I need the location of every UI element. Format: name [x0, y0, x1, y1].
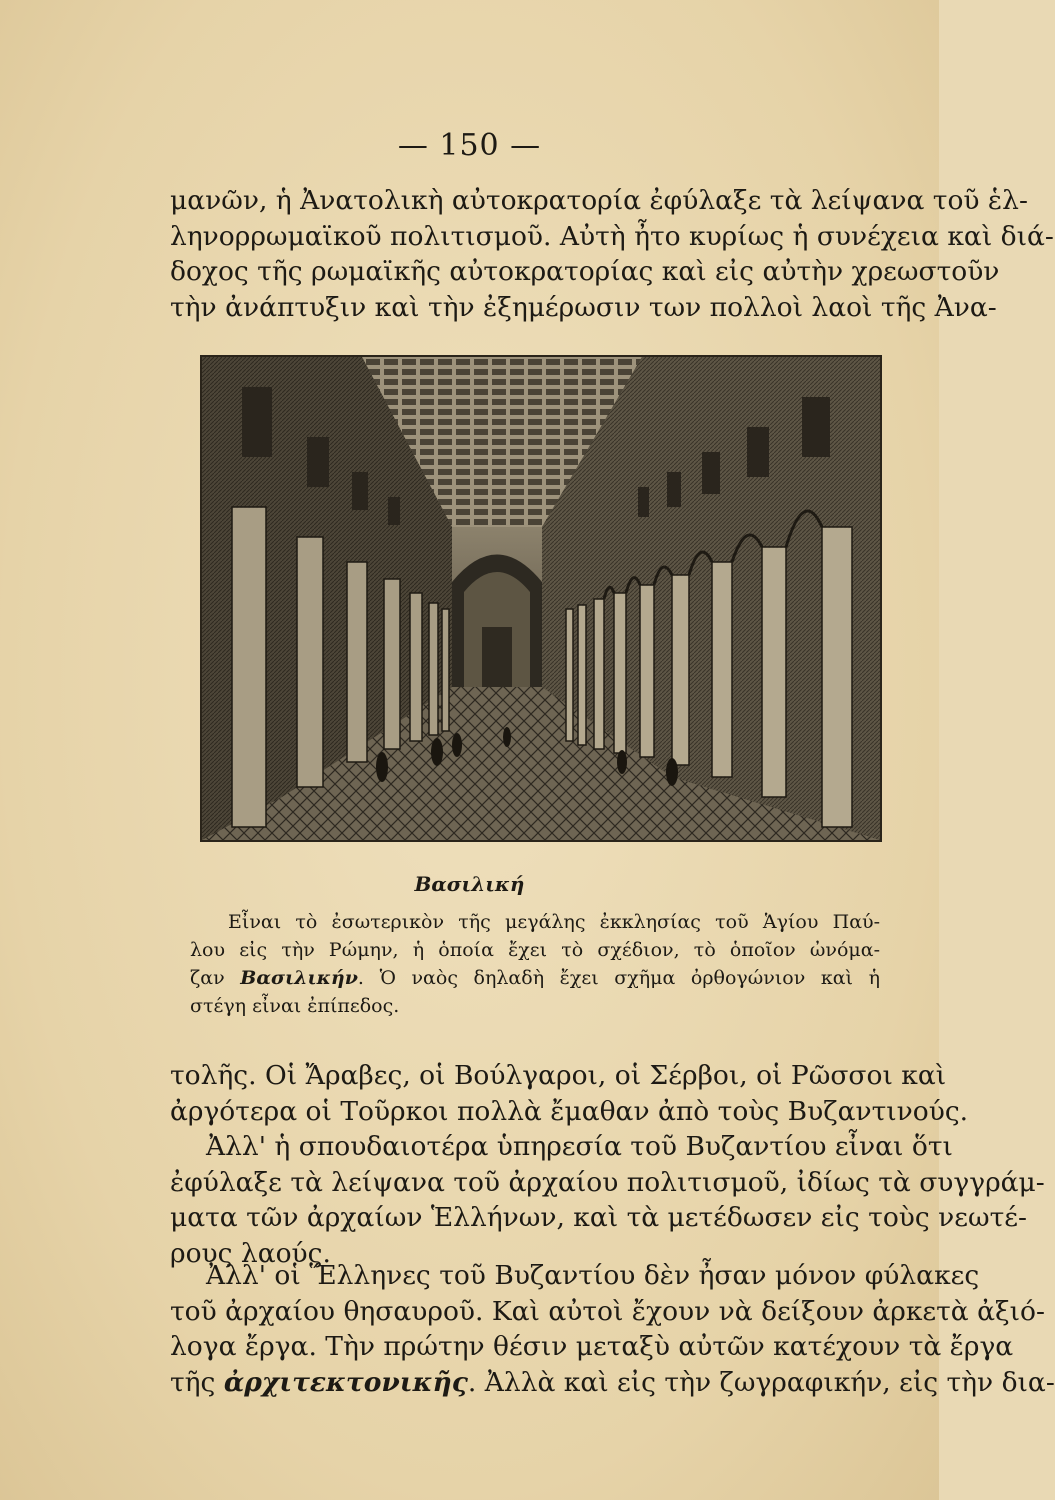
figure-caption: [190, 908, 880, 1020]
caption-line: [190, 964, 880, 992]
page-number: — 150 —: [397, 128, 542, 163]
basilica-interior-illustration: [202, 357, 880, 840]
text-line: τὴν ἀνάπτυξιν καὶ τὴν ἐξημέρωσιν των πολλοὶ λαοὶ τῆς Ἀνα-: [170, 291, 997, 323]
text-span: . Ἀλλὰ καὶ εἰς τὴν ζωγραφικήν, εἰς τὴν δια-: [467, 1366, 1055, 1398]
caption-text: ζαν: [190, 967, 241, 989]
caption-line: Εἶναι τὸ ἐσωτερικὸν τῆς μεγάλης ἐκκλησίας τοῦ Ἁγίου Παύ-: [228, 911, 880, 933]
text-line: ματα τῶν ἀρχαίων Ἑλλήνων, καὶ τὰ μετέδωσεν εἰς τοὺς νεωτέ-: [170, 1202, 1027, 1233]
text-line: δοχος τῆς ρωμαϊκῆς αὐτοκρατορίας καὶ εἰς αὐτὴν χρεωστοῦν: [170, 256, 1000, 287]
text-line: τολῆς. Οἱ Ἄραβες, οἱ Βούλγαροι, οἱ Σέρβοι, οἱ Ρῶσσοι καὶ: [170, 1060, 947, 1091]
caption-line: λου εἰς τὴν Ρώμην, ἡ ὁποία ἔχει τὸ σχέδιον, τὸ ὁποῖον ὠνόμα-: [190, 939, 880, 961]
text-line: τοῦ ἀρχαίου θησαυροῦ. Καὶ αὐτοὶ ἔχουν νὰ δείξουν ἀρκετὰ ἀξιό-: [170, 1295, 1045, 1327]
text-line: λογα ἔργα. Τὴν πρώτην θέσιν μεταξὺ αὐτῶν κατέχουν τὰ ἔργα: [170, 1331, 1014, 1362]
text-span: τῆς: [170, 1366, 224, 1398]
text-line: ἀργότερα οἱ Τοῦρκοι πολλὰ ἔμαθαν ἀπὸ τοὺς Βυζαντινούς.: [170, 1095, 969, 1127]
text-line: ἐφύλαξε τὰ λείψανα τοῦ ἀρχαίου πολιτισμοῦ, ἰδίως τὰ συγγράμ-: [170, 1166, 1045, 1198]
paragraph-bottom: [170, 1258, 1055, 1400]
text-line: ληνορρωμαϊκοῦ πολιτισμοῦ. Αὐτὴ ἦτο κυρίως ἡ συνέχεια καὶ διά-: [170, 220, 1054, 252]
figure-title: Βασιλική: [414, 872, 525, 896]
emphasis-architecture: ἀρχιτεκτονικῆς: [223, 1366, 468, 1398]
caption-text: . Ὁ ναὸς δηλαδὴ ἔχει σχῆμα ὀρθογώνιον καὶ ἡ: [357, 967, 880, 989]
text-line: μανῶν, ἡ Ἀνατολικὴ αὐτοκρατορία ἐφύλαξε τὰ λείψανα τοῦ ἑλ-: [170, 185, 1028, 216]
text-line: [170, 1365, 1055, 1401]
text-line: Ἀλλ' οἱ Ἕλληνες τοῦ Βυζαντίου δὲν ἦσαν μόνον φύλακες: [206, 1260, 980, 1291]
text-line: ρους λαούς.: [170, 1237, 331, 1269]
paragraph-top: [170, 183, 1054, 325]
basilica-engraving: [200, 355, 882, 842]
caption-emphasis: Βασιλικήν: [240, 967, 358, 989]
caption-line: στέγη εἶναι ἐπίπεδος.: [190, 995, 400, 1017]
paragraph-middle: [170, 1058, 1045, 1271]
text-line: Ἀλλ' ἡ σπουδαιοτέρα ὑπηρεσία τοῦ Βυζαντίου εἶναι ὅτι: [206, 1131, 953, 1162]
